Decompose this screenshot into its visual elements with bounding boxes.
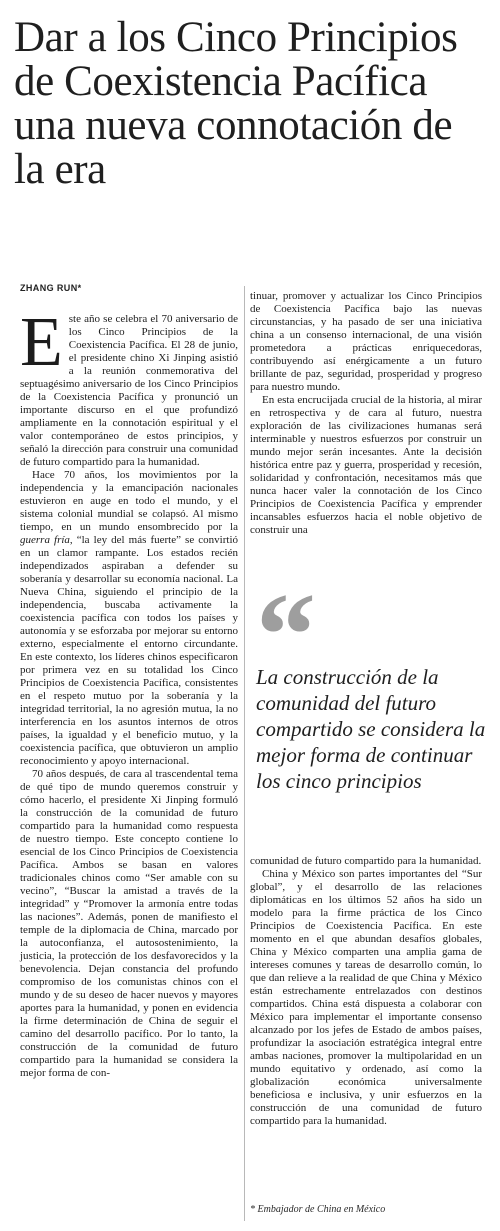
paragraph-seventy-years: 70 años después, de cara al trascendental tema de qué tipo de mundo queremos construir y cómo hacerlo, el presidente Xi Jinping formuló la construcción de la comunidad de futuro compartido para la humanidad como respuesta de nuestro tiempo. Este concepto contiene lo esencial de los Cinco Principios de Coexistencia Pacífica. Ambos se basan en valores tradicionales chinos como “Ser amable con su vecino”, “Buscar la amistad a través de la integridad” y “Promover la armonía entre todas las naciones”. Además, ponen de manifiesto el temple de la diplomacia de China, marcado por la autoconfianza, el autosostenimiento, la justicia, la protección de los desfavorecidos y la benevolencia. Dejan constancia del profundo compromiso de los comunistas chinos con el mundo y de su deseo de hacer nuevos y mayores aportes para la humanidad, y ponen en evidencia la firme determinación de China de seguir el camino del desarrollo pacífico. Por lo tanto, la construcción de la comunidad de futuro compartido para la humanidad se considera la mejor forma de con- — [20, 768, 238, 1079]
quote-mark-icon: “ — [256, 568, 310, 701]
paragraph-continuation: tinuar, promover y actualizar los Cinco Principios de Coexistencia Pacífica bajo las nuevas circunstancias, y ha pasado de ser una iniciativa china a un consenso internacional, de una visión prometedora a prácticas enriquecedoras, contribuyendo así enérgicamente a un futuro brillante de paz, seguridad, prosperidad y progreso para nuestro mundo. — [250, 290, 482, 393]
column-right-top — [250, 290, 482, 537]
paragraph-history-text-b: , “la ley del más fuerte” se convirtió en un clamor rampante. Los estados recién independizados aspiraban a defender su soberanía y desarrollar su economía nacional. La Nueva China, siguiendo el principio de la independencia, buscaba activamente la coexistencia pacífica con todos los países y autonomía y se esforzaba por mejorar su entorno externo, especialmente el entorno circundante. En este contexto, los líderes chinos especificaron por primera vez en su totalidad los Cinco Principios de Coexistencia Pacífica, consistentes en el respeto mutuo por la soberanía y la integridad territorial, la no agresión mutua, la no interferencia en los asuntos internos de otros países, la igualdad y el beneficio mutuo, y la coexistencia pacífica, que obtuvieron un amplio reconocimiento y apoyo internacional. — [20, 534, 239, 767]
paragraph-history-text-a: Hace 70 años, los movimientos por la independencia y la emancipación nacionales estuvieron en auge en todo el mundo, y el sistema colonial mundial se colapsó. Al mismo tiempo, en un mundo ensombrecido por la — [20, 469, 238, 533]
pull-quote: La construcción de la comunidad del futuro compartido se considera la mejor forma de continuar los cinco principios — [256, 665, 486, 793]
drop-cap: E — [20, 304, 63, 381]
paragraph-history — [20, 469, 238, 768]
column-left — [20, 304, 239, 1080]
paragraph-intro — [20, 304, 238, 469]
paragraph-china-mexico: China y México son partes importantes del “Sur global”, y el desarrollo de las relaciones diplomáticas en los últimos 52 años ha sido un modelo para la firme práctica de los Cinco Principios de Coexistencia Pacífica. En este momento en el que abundan desafíos globales, China y México comparten una amplia gama de intereses comunes y tareas de desarrollo común, lo que dan relieve a la realidad de que China y México están estrechamente entrelazados con destinos compartidos. China está dispuesta a colaborar con México para implementar el importante consenso alcanzado por los jefes de Estado de ambos países, profundizar la asociación estratégica integral entre ambas naciones, promover la multipolaridad en un mundo equitativo y ordenado, así como la globalización económica universalmente beneficiosa e inclusiva, y unir esfuerzos en la construcción de una comunidad de futuro compartido para la humanidad. — [250, 868, 482, 1127]
paragraph-history-emphasis: guerra fría — [20, 534, 70, 546]
footnote: * Embajador de China en México — [250, 1204, 386, 1215]
paragraph-intro-text: ste año se celebra el 70 aniversario de los Cinco Principios de la Coexistencia Pacífica. El 28 de junio, el presidente chino Xi Jinping asistió a la reunión conmemorativa del septuagésimo aniversario de los Cinco Principios de la Coexistencia Pacífica y pronunció un importante discurso en el que profundizó ampliamente en la connotación espiritual y el valor contemporáneo de estos principios, y señaló la dirección para construir una comunidad de futuro compartido para la humanidad. — [20, 313, 238, 468]
byline: ZHANG RUN* — [20, 283, 82, 293]
paragraph-crossroads: En esta encrucijada crucial de la historia, al mirar en retrospectiva y de cara al futuro, nuestra exploración de las civilizaciones humanas será interminable y nuestros esfuerzos por construir un mundo mejor serán incesantes. Ante la decisión histórica entre paz y guerra, prosperidad y recesión, solidaridad y confrontación, necesitamos más que nunca hacer valer la connotación de los Cinco Principios de Coexistencia Pacífica y emprender incansables esfuerzos hacia el noble objetivo de construir una — [250, 394, 482, 536]
column-right-bottom — [250, 855, 482, 1128]
column-divider — [244, 286, 245, 1221]
headline: Dar a los Cinco Principios de Coexistencia Pacífica una nueva connotación de la era — [14, 14, 458, 193]
paragraph-community: comunidad de futuro compartido para la humanidad. — [250, 855, 482, 867]
